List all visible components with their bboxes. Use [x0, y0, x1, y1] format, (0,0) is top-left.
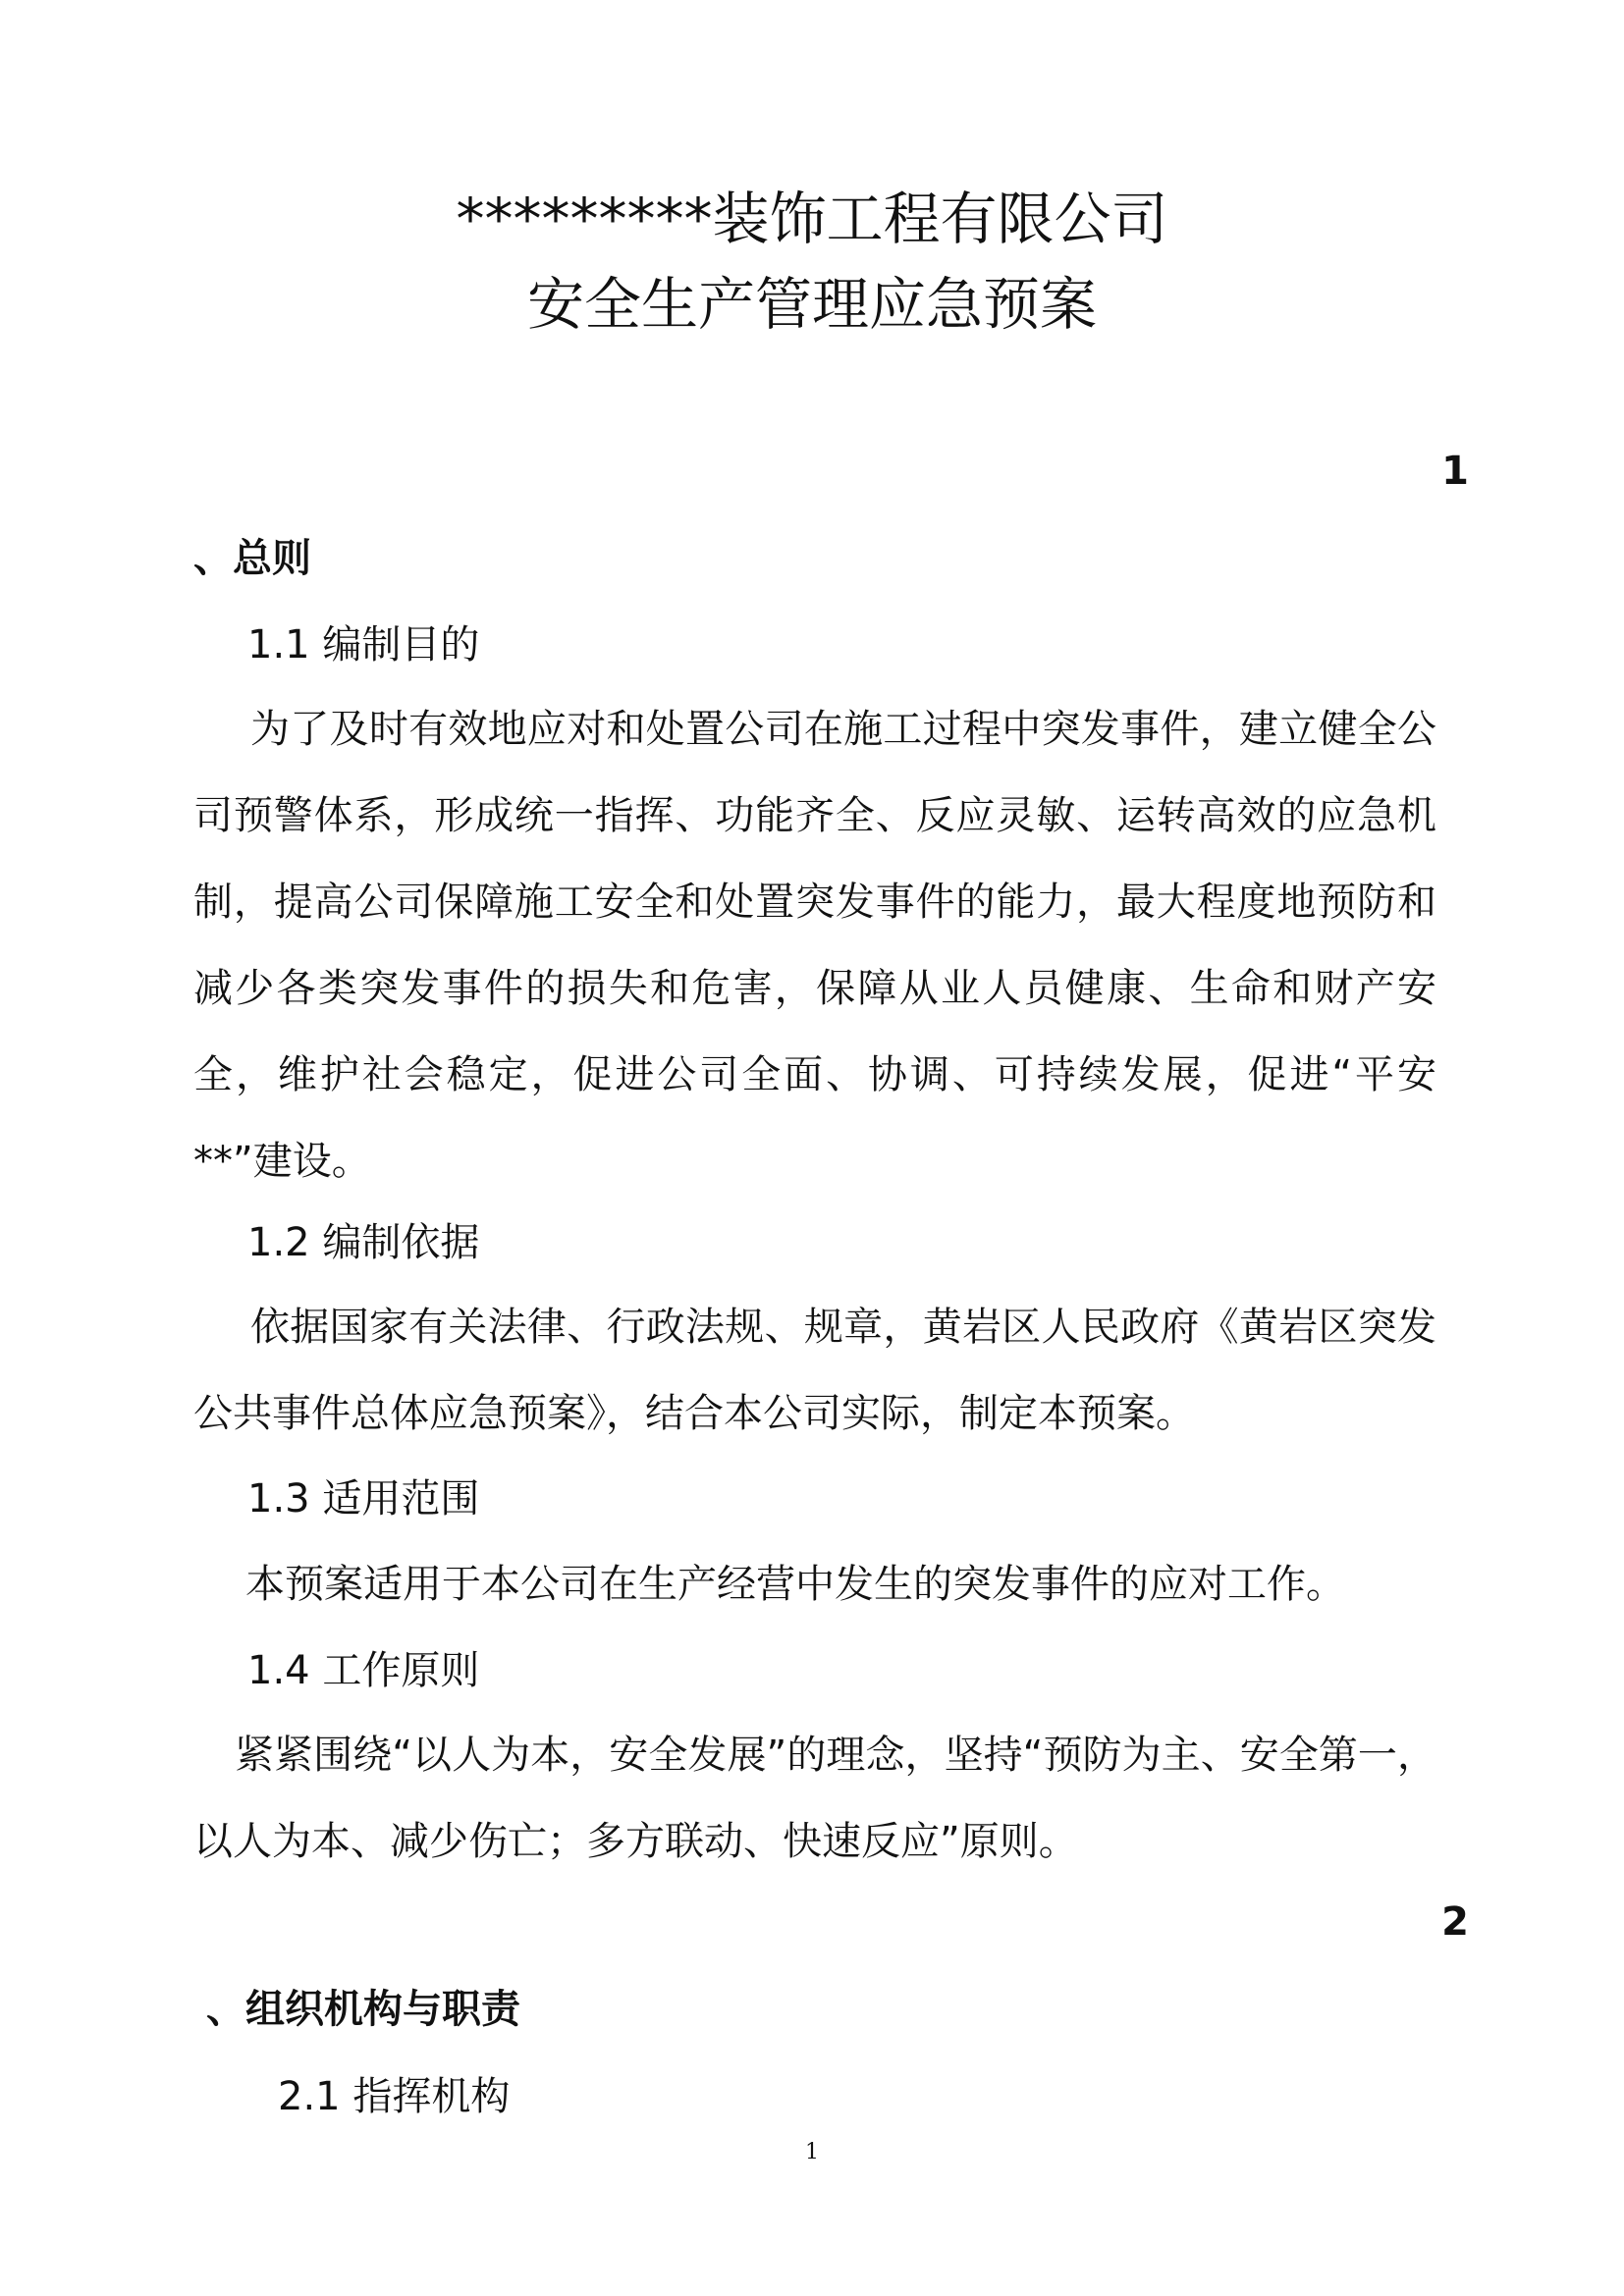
section-number-1: 1	[1441, 449, 1469, 494]
section-title-2: 、组织机构与职责	[206, 1987, 520, 2032]
subsection-heading-1-1: 1.1 编制目的	[247, 622, 480, 667]
paragraph-1-3: 本预案适用于本公司在生产经营中发生的突发事件的应对工作。	[245, 1562, 1345, 1607]
subsection-heading-1-2: 1.2 编制依据	[247, 1220, 480, 1265]
section-number-2: 2	[1441, 1899, 1469, 1945]
subsection-heading-2-1: 2.1 指挥机构	[278, 2074, 511, 2119]
document-title-line-1: *********装饰工程有限公司	[456, 186, 1168, 252]
page-number: 1	[805, 2140, 819, 2164]
paragraph-1-2: 依据国家有关法律、行政法规、规章，黄岩区人民政府《黄岩区突发公共事件总体应急预案》，结合本公司实际，制定本预案。	[193, 1305, 1436, 1436]
paragraph-1-4: 紧紧围绕“以人为本，安全发展”的理念，坚持“预防为主、安全第一，以人为本、减少伤亡；多方联动、快速反应”原则。	[193, 1733, 1436, 1864]
section-title-1: 、总则	[193, 536, 311, 581]
subsection-heading-1-4: 1.4 工作原则	[247, 1648, 480, 1693]
subsection-heading-1-3: 1.3 适用范围	[247, 1476, 480, 1522]
paragraph-1-1: 为了及时有效地应对和处置公司在施工过程中突发事件，建立健全公司预警体系，形成统一指挥、功能齐全、反应灵敏、运转高效的应急机制，提高公司保障施工安全和处置突发事件的能力，最大程度地预防和减少各类突发事件的损失和危害，保障从业人员健康、生命和财产安全，维护社会稳定，促进公司全面、协调、可持续发展，促进“平安**”建设。	[193, 707, 1436, 1184]
document-title-line-2: 安全生产管理应急预案	[526, 271, 1097, 338]
